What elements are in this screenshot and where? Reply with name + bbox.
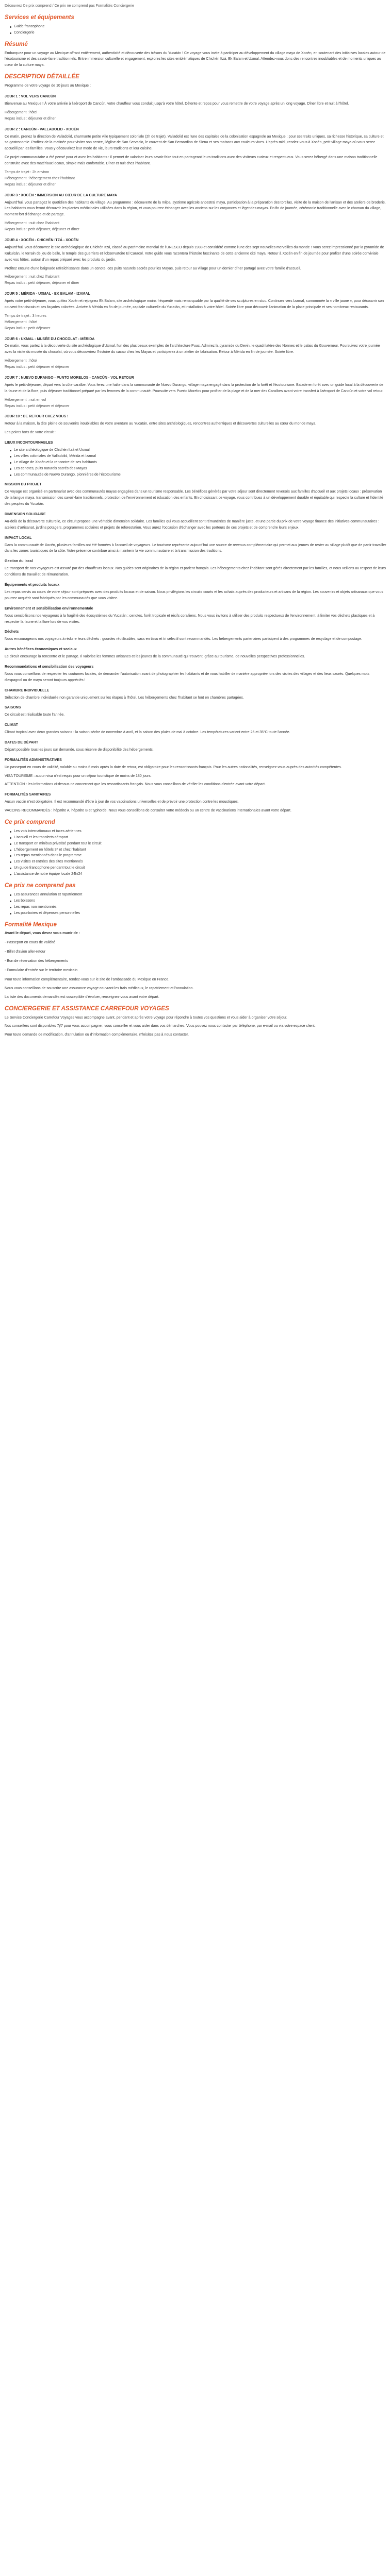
dimension-title: DIMENSION SOLIDAIRE — [5, 513, 46, 517]
day-meta — [5, 274, 386, 286]
day-meta-line: Hébergement : hôtel — [5, 320, 38, 324]
formalite-line: Nous vous conseillons de souscrire une assurance voyage couvrant les frais médicaux, le rapatriement et l'annulation. — [5, 986, 194, 990]
formalite-line: - Passeport en cours de validité — [5, 941, 56, 945]
intro-links[interactable]: Découvrez Ce prix comprend / Ce prix ne comprend pas Formalités Conciergerie — [5, 4, 134, 8]
resume-title: Résumé — [5, 41, 28, 47]
description-title: DESCRIPTION DÉTAILLÉE — [5, 74, 79, 80]
autres-text: Le circuit encourage la rencontre et le partage. Il valorise les femmes artisanes et les jeunes de la communauté qui trouvent, grâce au tourisme, de nouvelles perspectives professionnelles. — [5, 655, 305, 659]
mission-text: Ce voyage est organisé en partenariat avec des communautés mayas engagées dans un tourisme responsable. Les bénéfices générés par votre séjour sont directement reversés aux familles d'accueil et aux projets locaux : préservation de la langue maya, transmission des savoir-faire traditionnels, protection de l'environnement et éducation des enfants. En choisissant ce voyage, vous contribuez à un développement durable et équitable qui respecte la culture et l'identité des peuples du Yucatán. — [5, 490, 383, 506]
day-title: JOUR 3 : XOCÉN : IMMERSION AU CŒUR DE LA CULTURE MAYA — [5, 193, 117, 197]
dates-title: DATES DE DÉPART — [5, 740, 39, 744]
list-item: Les repas non mentionnés — [10, 904, 386, 910]
day-title: JOUR 1 : VOL VERS CANCÚN — [5, 95, 56, 99]
list-item: Le site archéologique de Chichén Itzá et Uxmal — [10, 447, 386, 453]
climat-text: Climat tropical avec deux grandes saisons : la saison sèche de novembre à avril, et la saison des pluies de mai à octobre. Les températures varient entre 25 et 35°C toute l'année. — [5, 731, 290, 735]
list-item: Guide francophone — [10, 24, 386, 30]
day-meta-line: Repas inclus : petit déjeuner — [5, 326, 51, 330]
conciergerie-title: CONCIERGERIE ET ASSISTANCE CARREFOUR VOYAGES — [5, 1005, 169, 1012]
day-paragraph: Après le petit-déjeuner, départ vers la côte caraïbe. Vous ferez une halte dans la communauté de Nuevo Durango, village maya engagé dans la protection de la forêt et l'écotourisme. Balade en forêt avec un guide local à la découverte de la faune et de la flore, puis déjeuner traditionnel préparé par les femmes de la communauté. Poursuite vers Puerto Morelos pour profiter de la plage et de la mer des Caraïbes avant votre transfert à l'aéroport de Cancún et votre vol retour. — [5, 383, 384, 393]
list-item: Les assurances annulation et rapatriement — [10, 892, 386, 898]
day-meta-line: Repas inclus : petit déjeuner et déjeuner — [5, 404, 70, 408]
day-meta — [5, 397, 386, 410]
bullet-icon — [10, 907, 11, 908]
bullet-icon — [10, 843, 11, 845]
mission-title: MISSION DU PROJET — [5, 483, 42, 487]
day-meta-line: Hébergement : hôtel — [5, 110, 38, 114]
formalite-line: - Bon de réservation des hébergements — [5, 959, 68, 963]
program-note: Programme de votre voyage de 10 jours au Mexique : — [5, 84, 91, 88]
autres-title: Autres bénéfices économiques et sociaux — [5, 648, 77, 652]
chambre-text: Sélection de chambre individuelle non garantie uniquement sur les étapes à l'hôtel. Les hébergements chez l'habitant se font en chambres partagées. — [5, 696, 244, 700]
day-paragraph: Bienvenue au Mexique ! À votre arrivée à l'aéroport de Cancún, votre chauffeur vous conduit jusqu'à votre hôtel. Détente et repos pour vous remettre de votre voyage après un long voyage. Dîner libre et nuit à l'hôtel. — [5, 101, 349, 106]
equipment-text: Les repas servis au cours de votre séjour sont préparés avec des produits locaux et de saison. Nous privilégions les circuits courts et les achats auprès des producteurs et artisans de la région. Les souvenirs et objets artisanaux que vous pourrez acquérir sont fabriqués par les communautés que vous visitez. — [5, 590, 383, 600]
resume-paragraph: Embarquez pour un voyage au Mexique offrant entièrement, authenticité et découverte des trésors du Yucatán ! Ce voyage vous invite à participer au développement du village maya de Xocén, en soutenant des initiatives locales autour de l'écotourisme et des savoir-faire traditionnels. Entre immersion culturelle et engagement, explorez les sites emblématiques de Chichén Itzá, Ek Balam et Uxmal. Attendez-vous donc des rencontres inoubliables et de moments uniques au cœur de la culture maya. — [5, 51, 386, 67]
formalites-text: Un passeport en cours de validité, valable au moins 6 mois après la date de retour, est obligatoire pour les ressortissants français. Pour les autres nationalités, renseignez-vous auprès des autorités compétentes. — [5, 765, 342, 769]
impact-text: Dans la communauté de Xocén, plusieurs familles ont été formées à l'accueil de voyageurs. Le tourisme représente aujourd'hui une source de revenus complémentaire qui permet aux jeunes de rester au village plutôt que de partir travailler dans les zones touristiques de la côte. Votre présence contribue ainsi à maintenir la vie communautaire et la transmission des traditions. — [5, 543, 386, 553]
day-title: JOUR 4 : XOCÉN - CHICHÉN ITZÁ - XOCÉN — [5, 238, 79, 242]
saison-text: Ce circuit est réalisable toute l'année. — [5, 713, 65, 717]
environment-title: Environnement et sensibilisation environnementale — [5, 606, 93, 611]
list-item: Les communautés de Nuevo Durango, pionnières de l'écotourisme — [10, 472, 386, 478]
climat-title: CLIMAT — [5, 723, 18, 727]
gestion-title: Gestion du local — [5, 560, 33, 564]
dates-text: Départ possible tous les jours sur demande, sous réserve de disponibilité des hébergements. — [5, 748, 154, 752]
list-item: Les vols internationaux et taxes aériennes — [10, 828, 386, 835]
day-title: JOUR 6 : UXMAL - MUSÉE DU CHOCOLAT - MÉRIDA — [5, 337, 95, 341]
prix-comprend-list — [5, 828, 386, 877]
conciergerie-paragraph: Pour toute demande de modification, d'annulation ou d'information complémentaire, n'hésitez pas à nous contacter. — [5, 1033, 189, 1037]
sante-text: Aucun vaccin n'est obligatoire. Il est recommandé d'être à jour de vos vaccinations universelles et de prévoir une protection contre les moustiques. — [5, 800, 239, 804]
day-meta-line: Les points forts de votre circuit : — [5, 431, 56, 435]
services-list — [5, 24, 386, 36]
day-title: JOUR 2 : CANCÚN - VALLADOLID - XOCÉN — [5, 127, 79, 131]
list-item: Un guide francophone pendant tout le circuit — [10, 865, 386, 871]
day-meta-line: Repas inclus : petit déjeuner, déjeuner et dîner — [5, 228, 79, 232]
dechets-text: Nous encourageons nos voyageurs à réduire leurs déchets : gourdes réutilisables, sacs en tissu et tri sélectif sont recommandés. Les hébergements partenaires participent à des programmes de recyclage et de compostage. — [5, 637, 362, 641]
formalite-line: Avant le départ, vous devez vous munir de : — [5, 931, 80, 936]
places-title: LIEUX INCONTOURNABLES — [5, 441, 53, 445]
formalite-line: Pour toute information complémentaire, rendez-vous sur le site de l'ambassade du Mexique en France. — [5, 977, 170, 981]
day-paragraph: Retour à la maison, la tête pleine de souvenirs inoubliables de votre aventure au Yucatán, entre sites archéologiques, rencontres authentiques et découvertes culturelles au cœur du monde maya. — [5, 422, 317, 426]
bullet-icon — [10, 831, 11, 833]
day-paragraph: Profitez ensuite d'une baignade rafraîchissante dans un cenote, ces puits naturels sacrés pour les Mayas, puis retour au village pour un dernier dîner partagé avec votre famille d'accueil. — [5, 266, 301, 270]
day-paragraph: Ce matin, vous partez à la découverte du site archéologique d'Uxmal, l'un des plus beaux exemples de l'architecture Puuc. Admirez la pyramide du Devin, le quadrilatère des Nonnes et le palais du Gouverneur. Poursuivez votre journée avec la visite du musée du chocolat, où vous découvrirez l'histoire du cacao chez les Mayas et participerez à un atelier de fabrication. Retour à Mérida en fin de journée. Soirée libre. — [5, 344, 380, 354]
day-meta-line: Temps de trajet : 3 heures — [5, 314, 46, 318]
list-item: Les boissons — [10, 898, 386, 904]
day-meta-line: Hébergement : nuit chez l'habitant — [5, 275, 60, 279]
gestion-text: Le transport de nos voyageurs est assuré par des chauffeurs locaux. Nos guides sont originaires de la région et parlent français. Les hébergements chez l'habitant sont gérés directement par les familles, et nous veillons au respect de leurs conditions de travail et de rémunération. — [5, 567, 386, 577]
day-title: JOUR 7 : NUEVO DURANGO - PUNTO MORELOS - CANCÚN - VOL RETOUR — [5, 376, 134, 380]
chambre-title: CHAMBRE INDIVIDUELLE — [5, 688, 50, 692]
bullet-icon — [10, 861, 11, 863]
day-meta-line: Hébergement : nuit chez l'habitant — [5, 222, 60, 226]
dechets-title: Déchets — [5, 630, 19, 634]
day-meta-line: Repas inclus : déjeuner et dîner — [5, 182, 56, 187]
prix-ne-comprend-title: Ce prix ne comprend pas — [5, 883, 76, 889]
reco-title: Recommandations et sensibilisation des voyageurs — [5, 665, 94, 669]
day-meta-line: Hébergement : nuit en vol — [5, 398, 46, 402]
list-item: L'accueil et les transferts aéroport — [10, 835, 386, 841]
environment-text: Nous sensibilisons nos voyageurs à la fragilité des écosystèmes du Yucatán : cenotes, forêt tropicale et récifs coralliens. Nous vous invitons à utiliser des produits respectueux de l'environnement, à limiter vos déchets plastiques et à respecter la faune et la flore lors de vos visites. — [5, 614, 375, 624]
formalite-title: Formalité Mexique — [5, 921, 57, 928]
prix-comprend-title: Ce prix comprend — [5, 819, 55, 825]
list-item: L'hébergement en hôtels 3* et chez l'habitant — [10, 847, 386, 853]
formalites-title: FORMALITÉS ADMINISTRATIVES — [5, 758, 62, 762]
prix-ne-comprend-list — [5, 892, 386, 917]
bullet-icon — [10, 901, 11, 902]
day-meta — [5, 110, 386, 122]
bullet-icon — [10, 850, 11, 851]
day-meta — [5, 358, 386, 370]
day-meta-line: Repas inclus : déjeuner et dîner — [5, 116, 56, 121]
list-item: Les pourboires et dépenses personnelles — [10, 910, 386, 917]
dimension-text: Au-delà de la découverte culturelle, ce circuit propose une véritable dimension solidaire. Les familles qui vous accueillent sont rémunérées de manière juste, et une partie du prix de votre voyage finance des initiatives communautaires : ateliers d'artisanat, jardins potagers, programmes scolaires et projets de reforestation. Vous aurez l'occasion d'échanger avec les porteurs de ces projets et de comprendre leurs enjeux. — [5, 519, 380, 530]
day-meta-line: Repas inclus : petit déjeuner, déjeuner et dîner — [5, 281, 79, 285]
day-paragraph: Aujourd'hui, vous découvrez le site archéologique de Chichén Itzá, classé au patrimoine mondial de l'UNESCO depuis 1988 et considéré comme l'une des sept nouvelles merveilles du monde ! Vous serez impressionné par la pyramide de Kukulcán, le terrain de jeu de balle, le temple des guerriers et l'observatoire El Caracol. Votre guide vous racontera l'histoire fascinante de cette ancienne cité maya. Retour à Xocén en fin de journée pour profiter d'une soirée conviviale avec vos hôtes, autour d'un repas préparé avec les produits du jardin. — [5, 245, 384, 262]
list-item: Les cenotes, puits naturels sacrés des Mayas — [10, 466, 386, 472]
list-item: Les repas mentionnés dans le programme — [10, 853, 386, 859]
formalites-note: VISA TOURISME : aucun visa n'est requis pour un séjour touristique de moins de 180 jours. — [5, 774, 152, 778]
bullet-icon — [10, 468, 11, 470]
bullet-icon — [10, 462, 11, 464]
day-meta — [5, 221, 386, 233]
formalite-line: - Billet d'avion aller-retour — [5, 950, 46, 954]
list-item: Le transport en minibus privatisé pendant tout le circuit — [10, 841, 386, 847]
day-meta — [5, 313, 386, 332]
day-meta — [5, 170, 386, 188]
list-item: Le village de Xocén et la rencontre de ses habitants — [10, 460, 386, 466]
bullet-icon — [10, 874, 11, 875]
list-item: Conciergerie — [10, 30, 386, 36]
bullet-icon — [10, 474, 11, 476]
formalite-line: La liste des documents demandés est susceptible d'évoluer, renseignez-vous avant votre départ. — [5, 995, 159, 999]
formalite-line: - Formulaire d'entrée sur le territoire mexicain — [5, 969, 77, 973]
places-list — [5, 447, 386, 478]
day-meta-line: Hébergement : hébergement chez l'habitant — [5, 176, 75, 180]
list-item: Les villes coloniales de Valladolid, Mérida et Izamal — [10, 453, 386, 460]
day-meta-line: Temps de trajet : 2h environ — [5, 170, 50, 174]
day-meta-line: Repas inclus : petit déjeuner et déjeuner — [5, 365, 70, 369]
page — [0, 0, 391, 1046]
bullet-icon — [10, 450, 11, 451]
impact-title: IMPACT LOCAL — [5, 536, 32, 540]
day-meta-line: Hébergement : hôtel — [5, 359, 38, 363]
saison-title: SAISONS — [5, 706, 21, 710]
sante-extra: VACCINS RECOMMANDÉS : hépatite A, hépatite B et typhoïde. Nous vous conseillons de consulter votre médecin ou un centre de vaccinations internationales avant votre départ. — [5, 809, 291, 813]
bullet-icon — [10, 868, 11, 869]
bullet-icon — [10, 456, 11, 457]
conciergerie-paragraph: Le Service Conciergerie Carrefour Voyages vous accompagne avant, pendant et après votre voyage pour répondre à toutes vos questions et vous aider à organiser votre séjour. — [5, 1015, 287, 1020]
bullet-icon — [10, 32, 11, 34]
day-title: JOUR 5 : MÉRIDA - UXMAL - EK BALAM - IZAMAL — [5, 292, 90, 296]
day-paragraph: Aujourd'hui, vous partagez le quotidien des habitants du village. Au programme : découverte de la milpa, système agricole ancestral maya, participation à la préparation des tortillas, visite de la maison de l'artisan et des ateliers de broderie. Les habitants vous feront découvrir les plantes médicinales utilisées dans la région, et vous pourrez échanger avec les anciens sur les croyances et légendes mayas. En fin de journée, cérémonie traditionnelle avec le chaman du village, moment fort d'échange et de partage. — [5, 200, 386, 217]
list-item: Les visites et entrées des sites mentionnés — [10, 859, 386, 865]
equipment-title: Équipements et produits locaux — [5, 583, 60, 587]
day-paragraph: Après votre petit-déjeuner, vous quittez Xocén et rejoignez Ek Balam, site archéologique moins fréquenté mais remarquable par la qualité de ses sculptures en stuc. Continuez vers Izamal, surnommée la « ville jaune », pour découvrir son couvent franciscain et ses façades colorées. Arrivée à Mérida en fin de journée, capitale culturelle du Yucatán, et installation à votre hôtel. Soirée libre pour découvrir l'animation de la place principale et ses nombreux restaurants. — [5, 299, 384, 309]
bullet-icon — [10, 26, 11, 28]
formalites-extra: ATTENTION : les informations ci-dessus ne concernent que les ressortissants français. Nous vous conseillons de vérifier les conditions d'entrée avant votre départ. — [5, 783, 266, 787]
sante-title: FORMALITÉS SANITAIRES — [5, 793, 51, 797]
reco-text: Nous vous conseillons de respecter les coutumes locales, de demander l'autorisation avant de photographier les habitants et de vous habiller de manière appropriée lors des visites des villages et des lieux sacrés. Quelques mots d'espagnol ou de maya seront toujours appréciés ! — [5, 672, 370, 682]
day-title: JOUR 10 : DE RETOUR CHEZ VOUS ! — [5, 415, 69, 419]
day-paragraph: Ce projet communautaire a été pensé pour et avec les habitants : il permet de valoriser leurs savoir-faire tout en partageant leurs traditions avec des visiteurs curieux et respectueux. Vous serez hébergé dans une maison traditionnelle construite avec des matériaux locaux, simple mais confortable. Dîner et nuit chez l'habitant. — [5, 156, 378, 166]
bullet-icon — [10, 855, 11, 857]
conciergerie-paragraph: Nos conseillers sont disponibles 7j/7 pour vous accompagner, vous conseiller et vous aider dans vos démarches. Vous pouvez nous contacter par téléphone, par e-mail ou via votre espace client. — [5, 1024, 316, 1028]
services-title: Services et équipements — [5, 14, 74, 21]
bullet-icon — [10, 913, 11, 914]
bullet-icon — [10, 837, 11, 839]
bullet-icon — [10, 894, 11, 896]
day-paragraph: Ce matin, prenez la direction de Valladolid, charmante petite ville typiquement coloniale (2h de trajet). Valladolid est l'une des capitales de la colonisation espagnole au Mexique ; pour ses traits uniques, sa richesse historique, sa culture et sa gastronomie. Profitez de la matinée pour visiter son centre, l'église de San Servacio, le couvent de San Bernardino de Siena et ses maisons aux couleurs vives. L'après-midi, rendez-vous à Xocén, petit village maya où vous serez accueilli par les familles. Vous y découvrirez leur mode de vie, leurs traditions et leur cuisine. — [5, 134, 384, 151]
list-item: L'assistance de notre équipe locale 24h/24 — [10, 871, 386, 877]
